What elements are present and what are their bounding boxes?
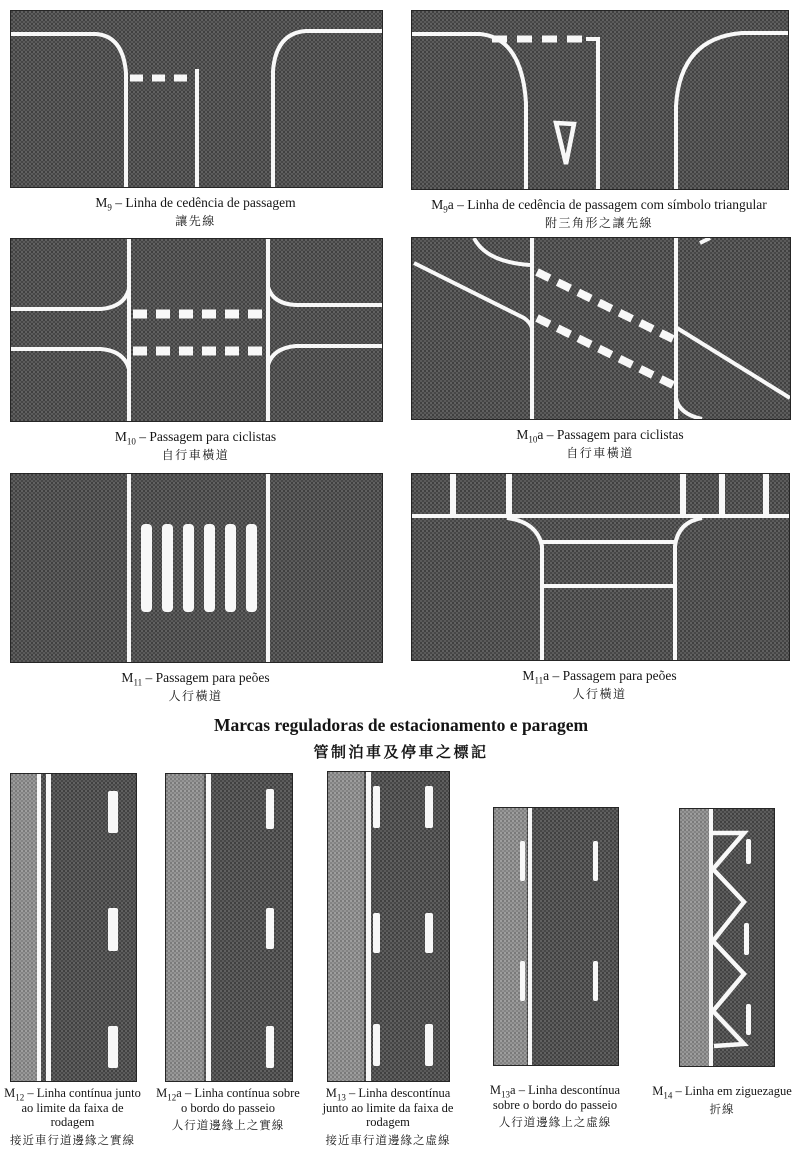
zebra-stripe: [246, 524, 257, 612]
zebra-stripe: [141, 524, 152, 612]
caption-m10a-zh: 自行車橫道: [566, 446, 634, 460]
caption-m9: [10, 195, 381, 229]
lane-dash: [425, 1024, 433, 1066]
caption-m9a: [411, 197, 787, 231]
zebra-stripe: [225, 524, 236, 612]
caption-m13a: [483, 1083, 627, 1131]
figure-m14: [637, 808, 802, 1118]
caption-m11-pt: $M_{11}$ – Passagem para peões: [121, 670, 270, 688]
sidewalk: [680, 809, 709, 1066]
photo-m14-zigzag-line: [679, 808, 775, 1067]
lane-dash: [593, 841, 598, 881]
lane-dash: [746, 839, 751, 864]
caption-m12-zh: 接近車行道邊緣之實線: [10, 1134, 135, 1147]
kerb-line: [366, 772, 371, 1081]
caption-m9a-pt: $M_9a$ – Linha de cedência de passagem com símbolo triangular: [431, 197, 767, 215]
broken-line-dash: [520, 841, 525, 881]
caption-m10-zh: 自行車橫道: [161, 448, 230, 462]
kerb-line: [37, 774, 41, 1081]
continuous-line: [46, 774, 51, 1081]
caption-m12a-zh: 人行道邊緣上之實線: [171, 1120, 285, 1132]
photo-m11-pedestrian-crossing: [10, 473, 383, 663]
lane-dash: [425, 786, 433, 828]
lane-dash: [425, 913, 433, 953]
photo-m9a-give-way-line-triangle: [411, 10, 789, 190]
photo-m11a-pedestrian-crossing-junction: [411, 473, 790, 661]
caption-m9-pt: $M_9$ – Linha de cedência de passagem: [95, 195, 296, 213]
lane-dash: [593, 961, 598, 1001]
caption-m11-zh: 人行橫道: [168, 689, 223, 703]
caption-m11: [10, 670, 381, 704]
figure-m10a: [411, 237, 789, 461]
section-title-parking-pt: Marcas reguladoras de estacionamento e paragem: [213, 715, 589, 735]
lane-dash: [108, 908, 118, 951]
photo-m10a-cyclist-crossing-skewed: [411, 237, 791, 420]
figure-m12a: [153, 773, 303, 1134]
figure-m11: [10, 473, 381, 704]
caption-m13-zh: 接近車行道邊緣之虛線: [325, 1134, 451, 1147]
section-title-parking-zh: 管制泊車及停車之標記: [313, 745, 489, 761]
caption-m10: [10, 429, 381, 463]
caption-m10a-pt: $M_{10}a$ – Passagem para ciclistas: [516, 427, 684, 445]
broken-line-dash: [373, 786, 380, 828]
photo-m12-continuous-line-roadway-edge: [10, 773, 137, 1082]
broken-line-dash: [373, 913, 380, 953]
kerb-gap: [506, 474, 512, 516]
caption-m12a-pt: $M_{12}a$ – Linha contínua sobre o bordo do passeio: [156, 1086, 300, 1115]
caption-m11a: [411, 668, 788, 702]
lane-dash: [266, 789, 274, 829]
sidewalk: [328, 772, 364, 1081]
lane-dash: [108, 791, 118, 833]
caption-m9-zh: 讓先線: [175, 214, 216, 228]
caption-m10-pt: $M_{10}$ – Passagem para ciclistas: [114, 429, 277, 447]
lane-dash: [744, 923, 749, 955]
broken-line-dash: [373, 1024, 380, 1066]
broken-line-dash: [520, 961, 525, 1001]
photo-m9-give-way-line: [10, 10, 383, 188]
continuous-line: [206, 774, 211, 1081]
zebra-stripe: [204, 524, 215, 612]
kerb-gap: [763, 474, 769, 516]
zebra-stripe: [162, 524, 173, 612]
caption-m14-pt: $M_{14}$ – Linha em ziguezague: [652, 1084, 792, 1101]
kerb-gap: [450, 474, 456, 516]
lane-dash: [266, 1026, 274, 1068]
figure-m9: [10, 10, 381, 229]
kerb-gap: [680, 474, 686, 516]
caption-m13a-zh: 人行道邊緣上之虛線: [498, 1117, 612, 1129]
caption-m11a-zh: 人行橫道: [572, 687, 627, 701]
figure-m9a: [411, 10, 787, 231]
caption-m12: [0, 1086, 145, 1149]
road-surface: [412, 474, 789, 660]
sidewalk: [166, 774, 204, 1081]
lane-dash: [746, 1004, 751, 1035]
figure-m11a: [411, 473, 788, 702]
caption-m14-zh: 折線: [709, 1103, 735, 1116]
photo-m13-broken-line-roadway-edge: [327, 771, 450, 1082]
zebra-stripe: [183, 524, 194, 612]
figure-m13a: [483, 807, 627, 1131]
caption-m9a-zh: 附三角形之讓先線: [544, 216, 653, 230]
caption-m13a-pt: $M_{13}a$ – Linha descontínua sobre o bordo do passeio: [489, 1083, 621, 1112]
photo-m13a-broken-line-kerb: [493, 807, 619, 1066]
caption-m12a: [153, 1086, 303, 1134]
figure-m10: [10, 238, 381, 463]
lane-dash: [266, 908, 274, 949]
caption-m12-pt: $M_{12}$ – Linha contínua junto ao limite da faixa de rodagem: [4, 1086, 141, 1129]
figure-m12: [0, 773, 145, 1149]
figure-m13: [318, 771, 458, 1149]
caption-m11a-pt: $M_{11}a$ – Passagem para peões: [522, 668, 677, 686]
caption-m14: [637, 1084, 802, 1118]
kerb-line: [709, 809, 713, 1066]
caption-m13: [318, 1086, 458, 1149]
kerb-gap: [719, 474, 725, 516]
caption-m10a: [411, 427, 789, 461]
sidewalk: [11, 774, 37, 1081]
kerb-line: [528, 808, 532, 1065]
road-surface: [11, 239, 382, 421]
road-surface: [412, 238, 790, 419]
lane-dash: [108, 1026, 118, 1068]
photo-m12a-continuous-line-kerb: [165, 773, 293, 1082]
road-surface: [11, 474, 382, 662]
caption-m13-pt: $M_{13}$ – Linha descontínua junto ao limite da faixa de rodagem: [322, 1086, 454, 1129]
photo-m10-cyclist-crossing: [10, 238, 383, 422]
